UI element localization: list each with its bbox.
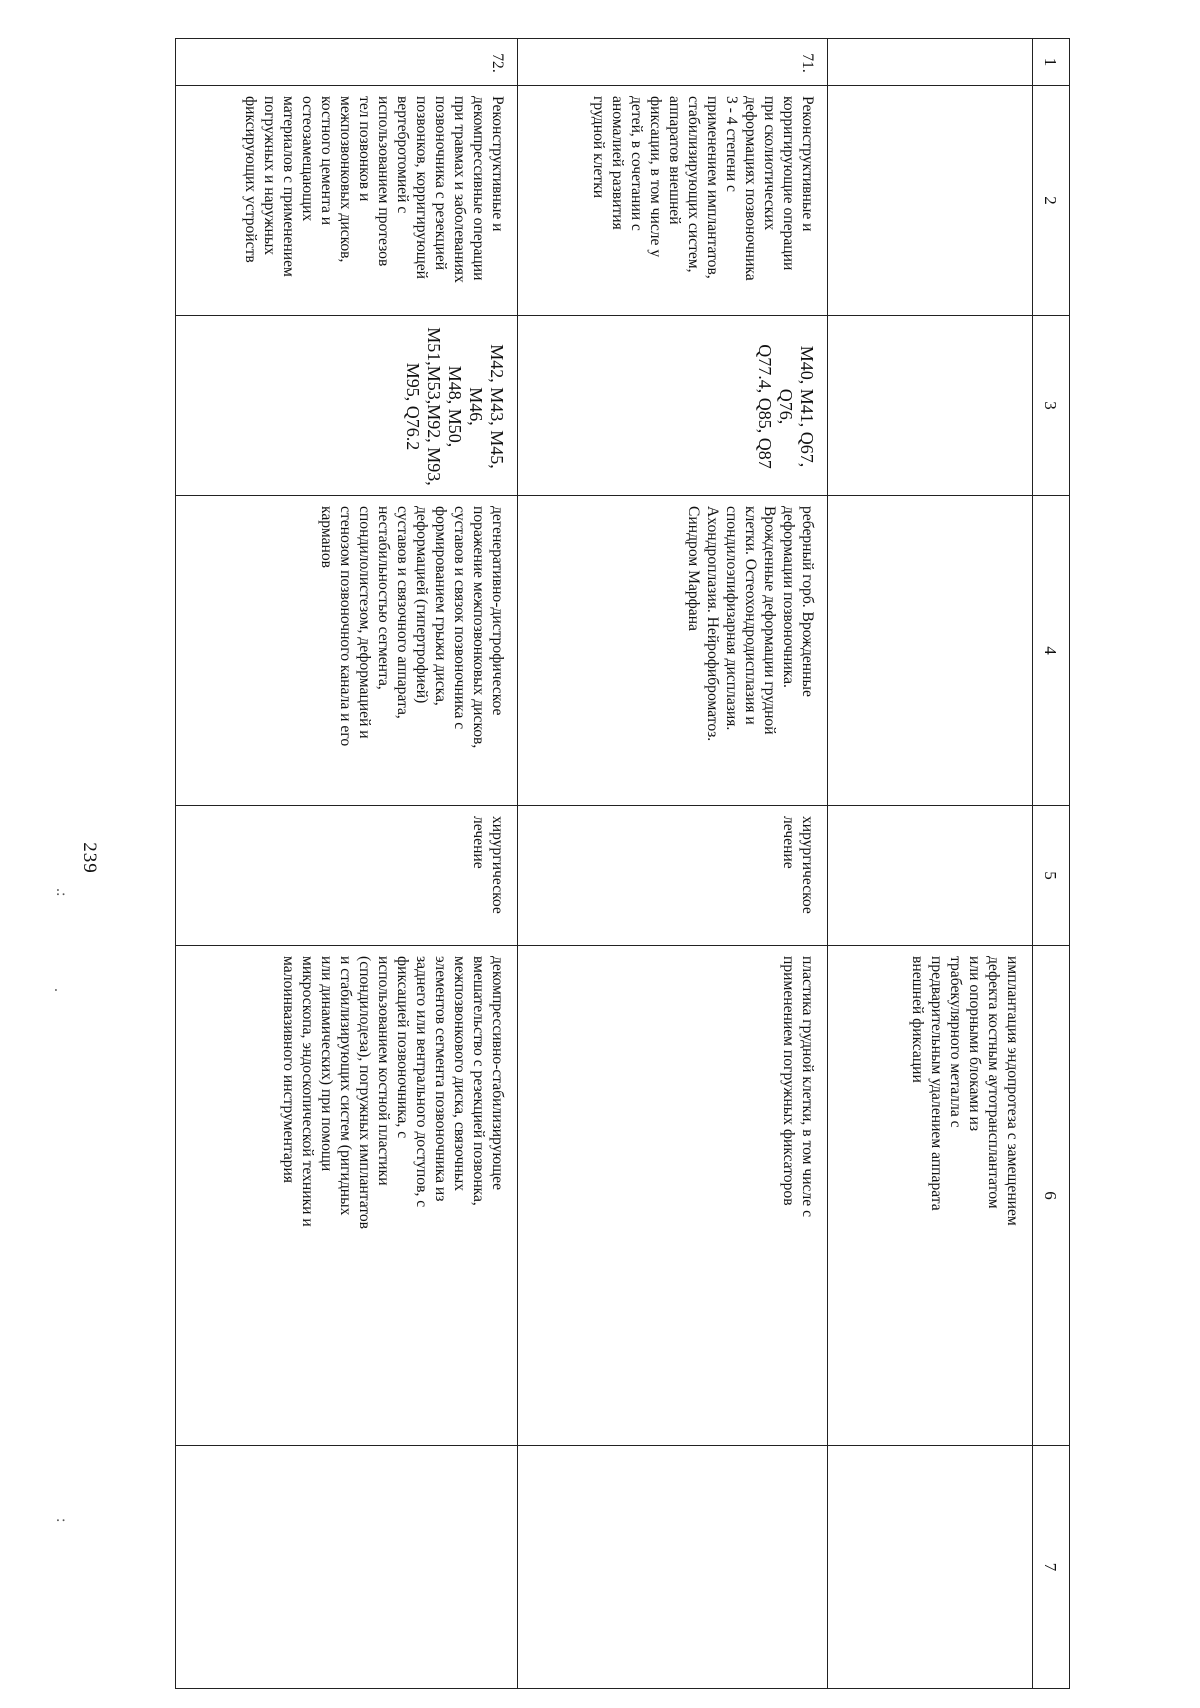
patient-model-cell: дегенеративно-дистрофическое поражение межпозвонковых дисков, суставов и связок позвоночника с формированием грыжи диска, деформацией (гипертрофией) суставов и связочного аппарата, нестабильностью сегмента, спондилолистезом, деформацией и стенозом позвоночного канала и его карманов [176,496,518,806]
row-number-cell: 71. [518,39,828,86]
table-row [176,39,518,1689]
operation-name-cell [828,86,1033,316]
treatment-method-cell: пластика грудной клетки, в том числе с применением погружных фиксаторов [518,946,828,1446]
column-number: 5 [1033,806,1070,946]
row-number-cell [828,39,1033,86]
row-number-cell: 72. [176,39,518,86]
treatment-type-cell [828,806,1033,946]
scan-speck: : [53,1518,70,1523]
rotated-page [51,8,1110,1708]
patient-model-cell [828,496,1033,806]
treatment-type-cell: хирургическое лечение [176,806,518,946]
column-number: 1 [1033,39,1070,86]
scan-speck: .: [53,888,70,897]
patient-model-cell: реберный горб. Врожденные деформации позвоночника. Врожденные деформации грудной клетки. Остеохондродисплазия и спондилоэпифизарная дисплазия. Ахондроплазия. Нейрофиброматоз. Синдром Марфана [518,496,828,806]
treatment-table [175,38,1070,1689]
table-row [828,39,1033,1689]
column-number-row [1033,39,1070,1689]
icd-codes-cell: M40, M41, Q67, Q76, Q77.4, Q85, Q87 [518,316,828,496]
column-number: 3 [1033,316,1070,496]
norm-cell [176,1446,518,1689]
page-number: 239 [79,842,100,874]
icd-codes-cell [828,316,1033,496]
operation-name-cell: Реконструктивные и корригирующие операции при сколиотических деформациях позвоночника 3 - 4 степени с применением имплантатов, стабилизирующих систем, аппаратов внешней фиксации, в том числе у детей, в сочетании с аномалией развития грудной клетки [518,86,828,316]
treatment-type-cell: хирургическое лечение [518,806,828,946]
column-number: 6 [1033,946,1070,1446]
scan-speck: . [51,988,68,992]
norm-cell [518,1446,828,1689]
column-number: 2 [1033,86,1070,316]
treatment-method-cell: декомпрессивно-стабилизирующее вмешательство с резекцией позвонка, межпозвонкового диска, связочных элементов сегмента позвоночника из заднего или вентрального доступов, с фиксацией позвоночника, с использованием костной пластики (спондилодеза), погружных имплантатов и стабилизирующих систем (ригидных или динамических) при помощи микроскопа, эндоскопической техники и малоинвазивного инструментария [176,946,518,1446]
norm-cell [828,1446,1033,1689]
icd-codes-cell: M42, M43, M45, M46, M48, M50, M51,M53,M92, M93, M95, Q76.2 [176,316,518,496]
column-number: 4 [1033,496,1070,806]
treatment-method-cell: имплантация эндопротеза с замещением дефекта костным аутотрансплантатом или опорными блоками из трабекулярного металла с предварительным удалением аппарата внешней фиксации [828,946,1033,1446]
table-row [518,39,828,1689]
column-number: 7 [1033,1446,1070,1689]
operation-name-cell: Реконструктивные и декомпрессивные операции при травмах и заболеваниях позвоночника с резекцией позвонков, корригирующей вертебротомией с использованием протезов тел позвонков и межпозвонковых дисков, костного цемента и остеозамещающих материалов с применением погружных и наружных фиксирующих устройств [176,86,518,316]
